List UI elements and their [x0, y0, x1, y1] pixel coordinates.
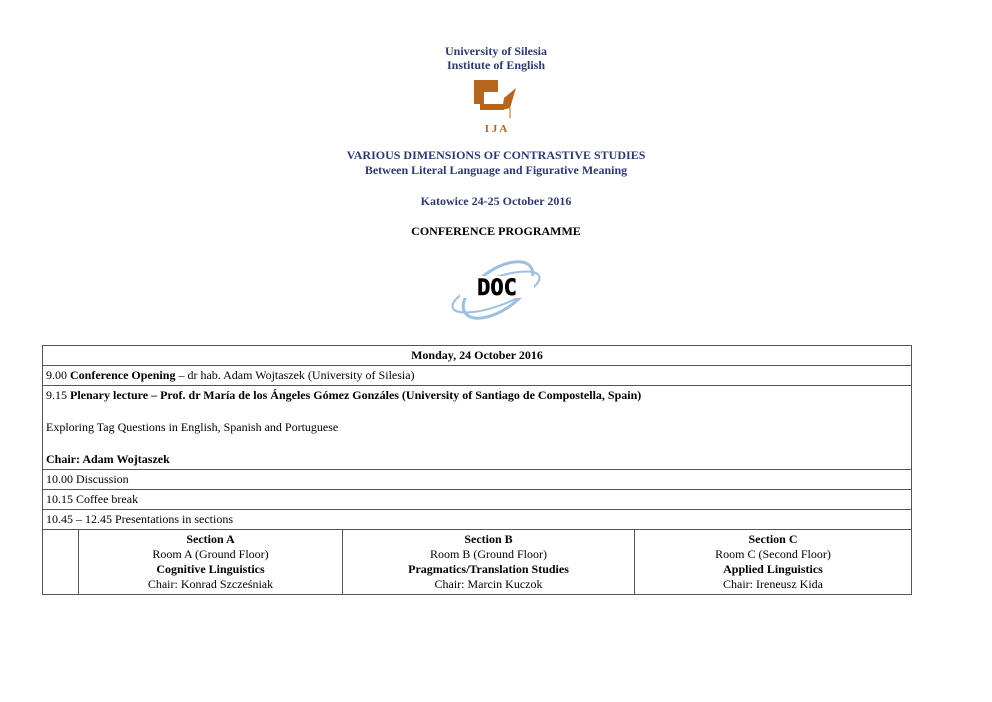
university-header: [0, 44, 992, 72]
section-c-room: Room C (Second Floor): [715, 547, 831, 561]
section-b-room: Room B (Ground Floor): [430, 547, 547, 561]
section-c-topic: Applied Linguistics: [723, 562, 823, 576]
coffee-cell: 10.15 Coffee break: [43, 490, 912, 510]
plenary-talk-title: Exploring Tag Questions in English, Spanish and Portuguese: [46, 420, 339, 434]
section-a-room: Room A (Ground Floor): [152, 547, 269, 561]
section-c-name: Section C: [748, 532, 798, 546]
opening-row: [43, 366, 912, 386]
conference-title: VARIOUS DIMENSIONS OF CONTRASTIVE STUDIES: [346, 148, 646, 162]
section-b-cell: [343, 530, 635, 595]
conference-subtitle: Between Literal Language and Figurative Meaning: [364, 163, 628, 177]
ija-logo-icon: [470, 78, 522, 134]
plenary-title: Plenary lecture – Prof. dr María de los Ángeles Gómez Gonzáles (University of Santiago de Compostella, Spain): [70, 388, 642, 402]
opening-time: 9.00: [46, 368, 67, 382]
coffee-row: [43, 490, 912, 510]
doc-logo-text: DOC: [477, 276, 517, 301]
sections-row: [43, 530, 912, 595]
conference-dates: Katowice 24-25 October 2016: [420, 194, 572, 208]
opening-cell: [43, 366, 912, 386]
conference-heading: [0, 148, 992, 178]
section-b-name: Section B: [464, 532, 513, 546]
doc-conference-logo-icon: [446, 250, 548, 330]
section-b-chair: Chair: Marcin Kuczok: [434, 577, 543, 591]
section-a-cell: [79, 530, 343, 595]
opening-details: – dr hab. Adam Wojtaszek (University of Silesia): [175, 368, 415, 382]
day-heading: Monday, 24 October 2016: [43, 346, 912, 366]
presentations-cell: 10.45 – 12.45 Presentations in sections: [43, 510, 912, 530]
plenary-time: 9.15: [46, 388, 67, 402]
plenary-row: [43, 386, 912, 470]
section-a-name: Section A: [186, 532, 235, 546]
programme-table: [42, 345, 912, 595]
programme-label: CONFERENCE PROGRAMME: [411, 224, 581, 238]
section-b-topic: Pragmatics/Translation Studies: [408, 562, 569, 576]
sections-blank-cell: [43, 530, 79, 595]
discussion-row: [43, 470, 912, 490]
section-c-cell: [635, 530, 912, 595]
section-a-topic: Cognitive Linguistics: [156, 562, 265, 576]
section-a-chair: Chair: Konrad Szcześniak: [147, 577, 274, 591]
plenary-chair: Chair: Adam Wojtaszek: [46, 452, 170, 466]
university-name: University of Silesia: [445, 44, 547, 58]
ija-logo-letters: I J A: [484, 123, 508, 134]
day-row: [43, 346, 912, 366]
opening-title: Conference Opening: [70, 368, 176, 382]
discussion-cell: 10.00 Discussion: [43, 470, 912, 490]
presentations-row: [43, 510, 912, 530]
institute-name: Institute of English: [446, 58, 546, 72]
section-c-chair: Chair: Ireneusz Kida: [723, 577, 823, 591]
plenary-cell: [43, 386, 912, 470]
